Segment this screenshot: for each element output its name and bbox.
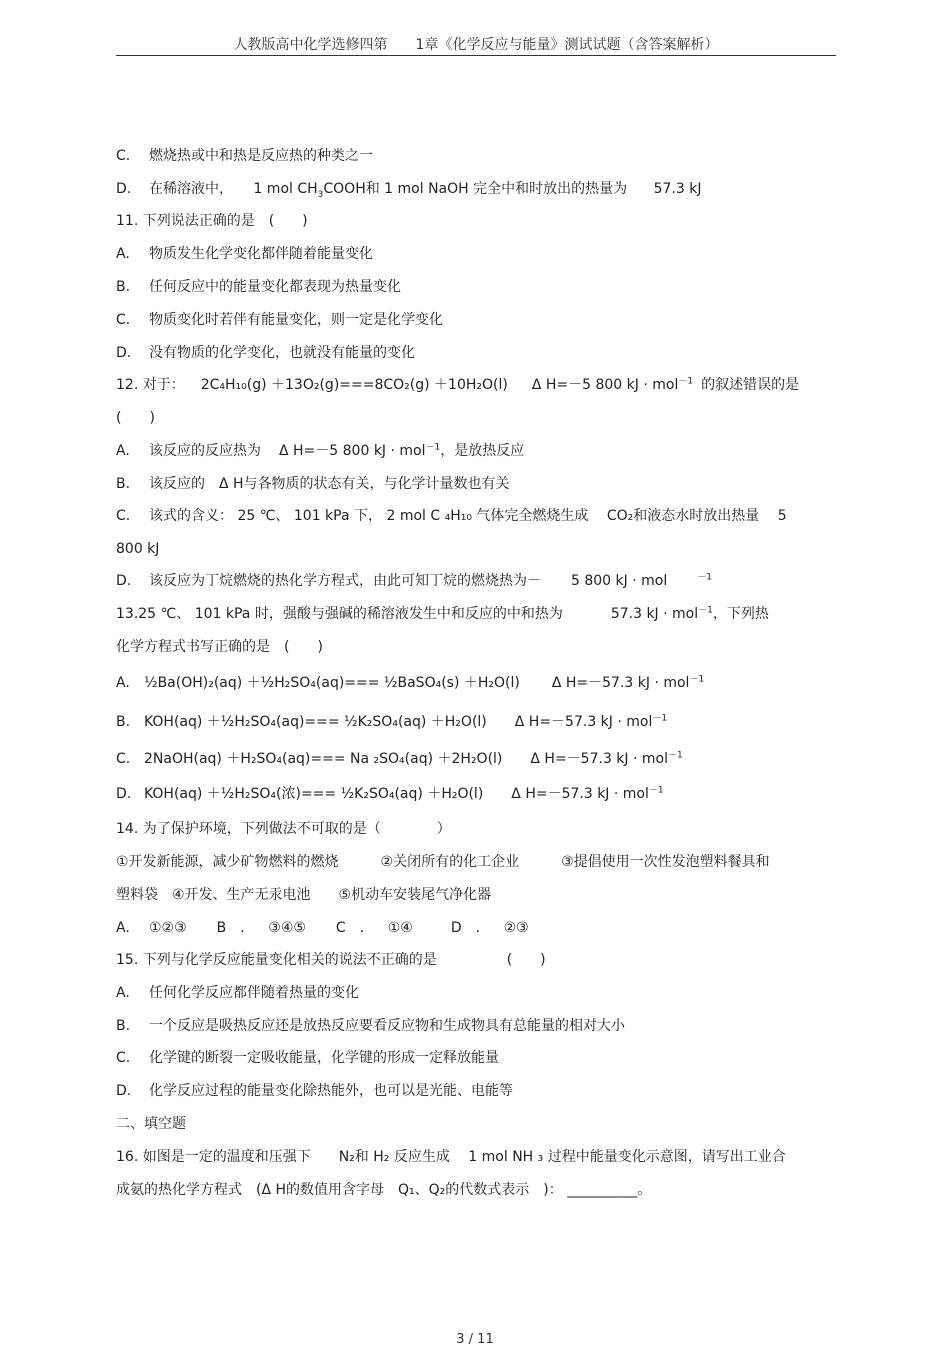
q10-option-d (116, 180, 701, 198)
q16-line-1: 16. 如图是一定的温度和压强下 N₂和 H₂ 反应生成 1 mol NH ₃ 过程中能量变化示意图，请写出工业合 (116, 1149, 786, 1165)
option-label: C. (116, 148, 131, 164)
page-header: 人教版高中化学选修四第 1章《化学反应与能量》测试试题（含答案解析） (233, 37, 719, 53)
q11-option-a (116, 245, 373, 263)
option-text: 该式的含义： 25 ℃、 101 kPa 下， 2 mol C ₄H₁₀ 气体完全燃烧生成 CO₂和液态水时放出热量 5 (149, 508, 787, 524)
stem-text-c: ，下列热 (712, 606, 769, 622)
q15-option-d (116, 1082, 513, 1100)
q15-option-a (116, 984, 359, 1002)
q15-option-c (116, 1049, 499, 1067)
superscript: －1 (667, 750, 683, 761)
option-label: A. (116, 920, 130, 936)
section-title: 二、填空题 (116, 1116, 186, 1132)
option-label: C. (116, 508, 131, 524)
option-text: 该反应的反应热为 (149, 443, 261, 459)
page-number: 3 / 11 (456, 1332, 494, 1347)
q15-stem: 15. 下列与化学反应能量变化相关的说法不正确的是 ( ) (116, 952, 546, 968)
delta-h: Δ H=－5 800 kJ · mol (531, 377, 679, 393)
option-label: C. (116, 1050, 131, 1066)
option-text-c: ，是放热反应 (440, 443, 525, 459)
option-label: A. (116, 675, 130, 691)
option-label: A. (116, 246, 130, 262)
option-text: ½Ba(OH)₂(aq) ＋½H₂SO₄(aq)=== ½BaSO₄(s) ＋H₂O(l) (144, 675, 520, 691)
superscript: －1 (698, 605, 713, 616)
option-label-b: B ． (216, 920, 255, 936)
option-label-d: D ． (450, 920, 490, 936)
option-text: 没有物质的化学变化，也就没有能量的变化 (149, 345, 415, 361)
option-label: D. (116, 181, 132, 197)
stem-text: 12. 对于： (116, 377, 185, 393)
option-text-d: ②③ (503, 920, 529, 936)
option-label: B. (116, 1018, 131, 1034)
q14-stem: 14. 为了保护环境，下列做法不可取的是（ ） (116, 821, 451, 837)
option-text: KOH(aq) ＋½H₂SO₄(aq)=== ½K₂SO₄(aq) ＋H₂O(l) (144, 714, 487, 730)
option-label: D. (116, 345, 132, 361)
option-text: 一个反应是吸热反应还是放热反应要看反应物和生成物具有总能量的相对大小 (149, 1018, 625, 1034)
option-text: ①②③ (149, 920, 187, 936)
heat-value: 57.3 kJ · mol (610, 606, 699, 622)
q11-stem: 11. 下列说法正确的是 ( ) (116, 213, 308, 229)
q14-options (116, 919, 529, 937)
q12-option-c (116, 507, 787, 525)
option-text-c: COOH和 1 mol NaOH 完全中和时放出的热量为 (323, 181, 628, 197)
header-rule (116, 55, 836, 56)
option-text-d: 57.3 kJ (653, 181, 702, 197)
q12-option-a (116, 442, 524, 460)
option-text: 物质发生化学变化都伴随着能量变化 (149, 246, 373, 262)
q15-option-b (116, 1017, 625, 1035)
q14-items-2: 塑料袋 ④开发、生产无汞电池 ⑤机动车安装尾气净化器 (116, 887, 492, 903)
delta-h: Δ H=－57.3 kJ · mol (514, 714, 653, 730)
option-text-c: ①④ (387, 920, 413, 936)
q13-option-a (116, 674, 704, 692)
superscript: －1 (648, 785, 664, 796)
stem-text: 13.25 ℃、 101 kPa 时，强酸与强碱的稀溶液发生中和反应的中和热为 (116, 606, 563, 622)
option-label: D. (116, 786, 132, 802)
option-text: 任何反应中的能量变化都表现为热量变化 (149, 279, 401, 295)
option-label: B. (116, 279, 131, 295)
option-text: 该反应为丁烷燃烧的热化学方程式，由此可知丁烷的燃烧热为－ (149, 573, 541, 589)
option-text: 燃烧热或中和热是反应热的种类之一 (149, 148, 373, 164)
delta-h: Δ H=－5 800 kJ · mol (279, 443, 426, 459)
delta-h: Δ H=－57.3 kJ · mol (551, 675, 690, 691)
option-label: D. (116, 1083, 132, 1099)
q12-option-d (116, 572, 712, 590)
q10-option-c (116, 147, 373, 165)
q13-option-d (116, 785, 664, 803)
q12-option-b (116, 475, 510, 493)
q13-stem (116, 605, 769, 623)
delta-h: 5 800 kJ · mol (571, 573, 668, 589)
option-text: 物质变化时若伴有能量变化，则一定是化学变化 (149, 312, 443, 328)
option-text: 任何化学反应都伴随着热量的变化 (149, 985, 359, 1001)
superscript: －1 (697, 572, 712, 583)
option-text: 该反应的 Δ H与各物质的状态有关，与化学计量数也有关 (149, 476, 510, 492)
delta-h: Δ H=－57.3 kJ · mol (530, 751, 668, 767)
option-label: A. (116, 443, 130, 459)
option-text: 2NaOH(aq) ＋H₂SO₄(aq)=== Na ₂SO₄(aq) ＋2H₂O(l) (144, 751, 503, 767)
option-label: C. (116, 312, 131, 328)
q11-option-c (116, 311, 443, 329)
superscript: －1 (425, 442, 441, 453)
q11-option-d (116, 344, 415, 362)
option-text-b: ③④⑤ (268, 920, 306, 936)
option-label: C. (116, 751, 131, 767)
option-label: D. (116, 573, 132, 589)
q12-stem-paren: ( ) (116, 410, 155, 426)
q11-option-b (116, 278, 401, 296)
stem-text-b: 的叙述错误的是 (701, 377, 800, 393)
superscript: －1 (689, 674, 705, 685)
delta-h: Δ H=－57.3 kJ · mol (511, 786, 649, 802)
q13-option-c (116, 750, 683, 768)
option-text: KOH(aq) ＋½H₂SO₄(浓)=== ½K₂SO₄(aq) ＋H₂O(l) (144, 786, 484, 802)
q12-stem (116, 376, 799, 394)
option-text: 在稀溶液中， (149, 181, 233, 197)
q13-option-b (116, 713, 667, 731)
option-label-c: C ． (335, 920, 374, 936)
option-text: 化学键的断裂一定吸收能量，化学键的形成一定释放能量 (149, 1050, 499, 1066)
equation: 2C₄H₁₀(g) ＋13O₂(g)===8CO₂(g) ＋10H₂O(l) (200, 377, 508, 393)
q16-line-2: 成氨的热化学方程式 (Δ H的数值用含字母 Q₁、Q₂的代数式表示 )： __________。 (116, 1182, 652, 1198)
option-label: A. (116, 985, 130, 1001)
subscript: 3 (317, 189, 324, 200)
q13-stem-2: 化学方程式书写正确的是 ( ) (116, 639, 323, 655)
superscript: －1 (652, 713, 668, 724)
option-text-b: 1 mol CH (253, 181, 318, 197)
superscript: －1 (678, 376, 694, 387)
q12-option-c-cont: 800 kJ (116, 541, 160, 557)
option-label: B. (116, 714, 131, 730)
option-text: 化学反应过程的能量变化除热能外，也可以是光能、电能等 (149, 1083, 513, 1099)
q14-items-1: ①开发新能源，减少矿物燃料的燃烧 ②关闭所有的化工企业 ③提倡使用一次性发泡塑料餐具和 (116, 854, 770, 870)
option-label: B. (116, 476, 131, 492)
